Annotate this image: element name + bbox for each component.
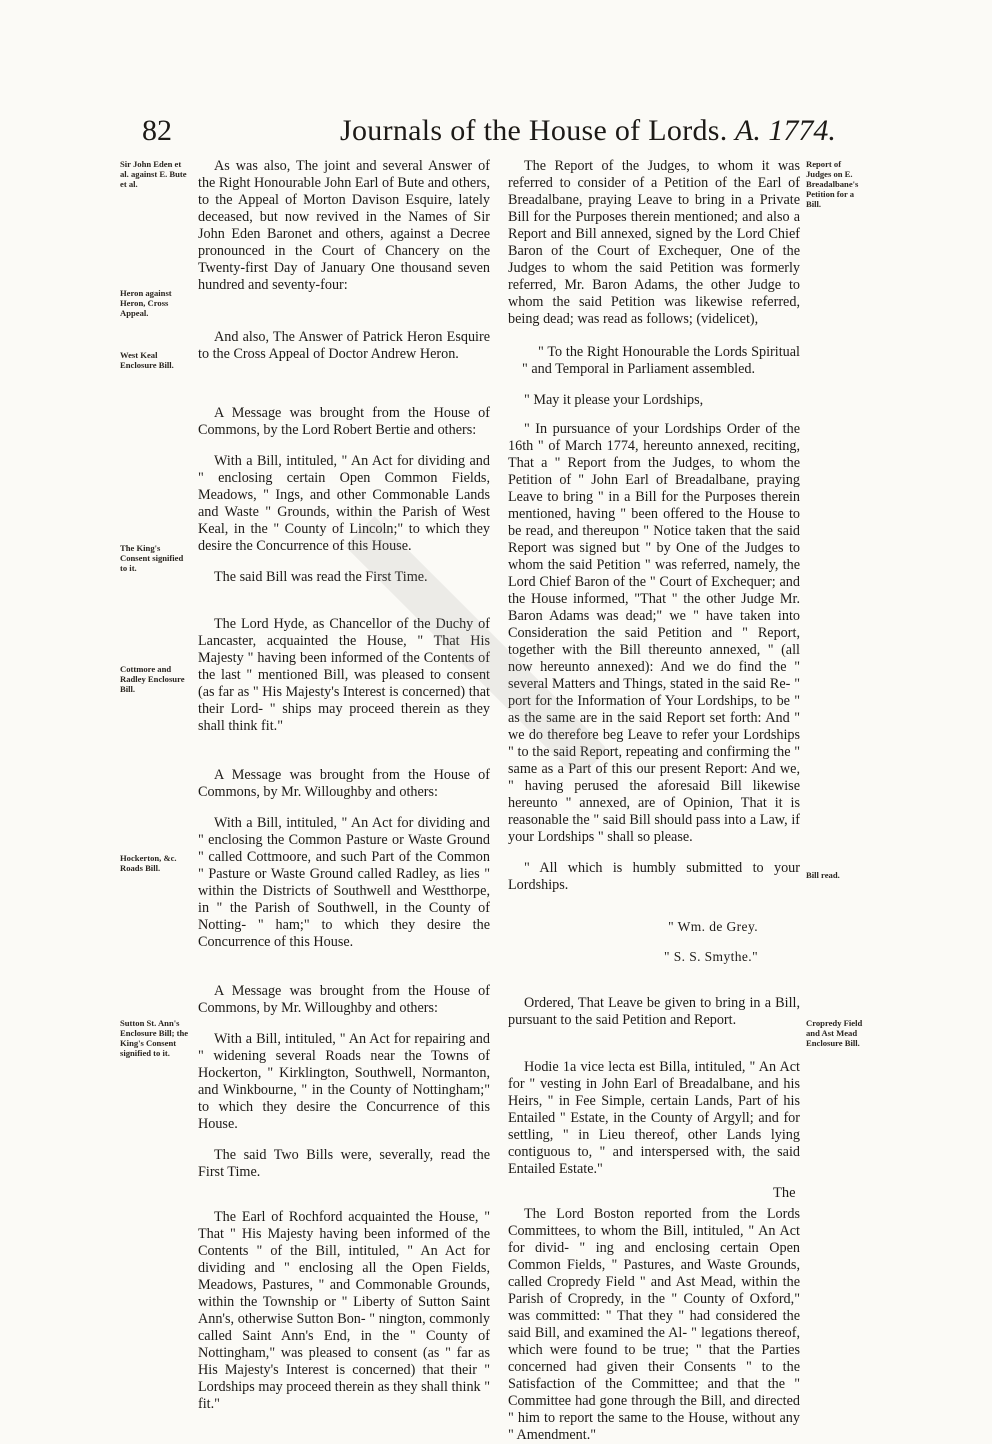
margin-note: Cropredy Field and Ast Mead Enclosure Bill. — [806, 1018, 863, 1048]
signature: " Wm. de Grey. — [668, 918, 758, 934]
paragraph: The Lord Hyde, as Chancellor of the Duchy of Lancaster, acquainted the House, " That His Majesty " having been informed of the Contents of the last " mentioned Bill, was pleased to consent (as far as " His Majesty's Interest is concerned) that their Lord- " ships may proceed therein as they shall think fit." — [198, 616, 490, 734]
paragraph: The said Bill was read the First Time. — [214, 569, 428, 585]
running-header — [0, 112, 992, 162]
margin-note: West Keal Enclosure Bill. — [120, 350, 174, 370]
signature: " S. S. Smythe." — [664, 949, 758, 964]
paragraph: As was also, The joint and several Answer of the Right Honourable John Earl of Bute and others, to the Appeal of Morton Davison Esquire, lately deceased, but now revived in the Names of Sir John Eden Baronet and others, against a Decree pronounced in the Court of Chancery on the Twenty-first Day of January One thousand seven hundred and seventy-four: — [198, 158, 490, 293]
paragraph: With a Bill, intituled, " An Act for repairing and " widening several Roads near the Towns of Hockerton, " Kirklington, Southwell, Normanton, and Winkbourne, " in the County of Nottingham;" to which they desire the Concurrence of this House. — [198, 1031, 490, 1132]
paragraph: The Report of the Judges, to whom it was referred to consider of a Petition of the Earl of Breadalbane, praying Leave to bring in a Private Bill for the Purposes therein mentioned; and also a Report and Bill annexed, signed by the Lord Chief Baron of the Court of Exchequer, One of the Judges to whom the said Petition was formerly referred, Mr. Baron Adams, the other Judge to whom the said Petition was likewise referred, being dead; was read as follows; (videlicet), — [508, 158, 800, 327]
paragraph: A Message was brought from the House of Commons, by Mr. Willoughby and others: — [198, 983, 490, 1016]
page-number: 82 — [142, 114, 172, 147]
margin-note: Sutton St. Ann's Enclosure Bill; the King's Consent signified to it. — [120, 1018, 189, 1058]
margin-note: Bill read. — [806, 870, 840, 880]
paragraph: A Message was brought from the House of Commons, by Mr. Willoughby and others: — [198, 767, 490, 800]
running-title: Journals of the House of Lords. — [340, 114, 728, 147]
running-year: A. 1774. — [735, 114, 836, 147]
margin-note: Sir John Eden et al. against E. Bute et al. — [120, 159, 187, 189]
paragraph: " To the Right Honourable the Lords Spiritual " and Temporal in Parliament assembled. — [522, 344, 800, 377]
paragraph: The Lord Boston reported from the Lords Committees, to whom the Bill, intituled, " An Act for divid- " ing and enclosing certain Open Common Fields, " Pastures, and Waste Grounds, called Cropredy Field " and Ast Mead, within the Parish of Cropredy, in the " County of Oxford," was committed: " That they " had considered the said Bill, and examined the Al- " legations thereof, which were found to be true; " that the Parties concerned had given their Consents " to the Satisfaction of the Committee; and that the " Committee had gone through the Bill, and directed " him to report the same to the House, without any " Amendment." — [508, 1205, 800, 1443]
paragraph: Ordered, That Leave be given to bring in a Bill, pursuant to the said Petition and Report. — [508, 994, 800, 1028]
paragraph: And also, The Answer of Patrick Heron Esquire to the Cross Appeal of Doctor Andrew Heron. — [198, 329, 490, 362]
right-column — [508, 158, 800, 1444]
margin-note: Hockerton, &c. Roads Bill. — [120, 853, 177, 873]
margin-note: Cottmore and Radley Enclosure Bill. — [120, 664, 185, 694]
catchword: The — [773, 1185, 796, 1201]
margin-note: The King's Consent signified to it. — [120, 543, 184, 573]
paragraph: The Earl of Rochford acquainted the House, " That " His Majesty having been informed of the Contents " of the Bill, intituled, " An Act for dividing and " enclosing all the Open Fields, Meadows, Pastures, " and Commonable Grounds, within the Township or " Liberty of Sutton Saint Ann's, otherwise Sutton Bon- " nington, commonly called Saint Ann's End, in the " County of Nottingham," was pleased to consent (as " far as His Majesty's Interest is concerned) that their " Lordships may proceed therein as they shall think " fit." — [198, 1209, 490, 1412]
paragraph: " May it please your Lordships, — [524, 392, 704, 408]
paragraph: Hodie 1a vice lecta est Billa, intituled, " An Act for " vesting in John Earl of Breadalbane, and his Heirs, " in Fee Simple, certain Lands, Part of his Entailed " Estate, in the County of Argyll; and for settling, " in Lieu thereof, other Lands lying contiguous to, " and interspersed with, the said Entailed Estate." — [508, 1058, 800, 1177]
paragraph: The said Two Bills were, severally, read the First Time. — [198, 1147, 490, 1180]
margin-note: Heron against Heron, Cross Appeal. — [120, 288, 172, 318]
paragraph: With a Bill, intituled, " An Act for dividing and " enclosing the Common Pasture or Waste Ground " called Cottmoore, and such Part of the Common " Pasture or Waste Ground called Radley, as lies " within the Districts of Southwell and Westthorpe, in " the Parish of Southwell, in the County of Notting- " ham;" to which they desire the Concurrence of this House. — [198, 815, 490, 950]
margin-note: Report of Judges on E. Breadalbane's Petition for a Bill. — [806, 159, 859, 209]
paragraph: A Message was brought from the House of Commons, by the Lord Robert Bertie and others: — [198, 405, 490, 438]
paragraph: " All which is humbly submitted to your Lordships. — [508, 860, 800, 893]
paragraph: With a Bill, intituled, " An Act for dividing and " enclosing certain Open Common Fields, Meadows, " Ings, and other Commonable Lands and Waste " Grounds, within the Parish of West Keal, in the " County of Lincoln;" to which they desire the Concurrence of this House. — [198, 453, 490, 554]
paragraph: " In pursuance of your Lordships Order of the 16th " of March 1774, hereunto annexed, reciting, That a " Report from the Judges, to whom the Petition of " John Earl of Breadalbane, praying Leave to bring " in a Bill for the Purposes therein mentioned, having " been offered to the House to be read, and thereupon " Notice taken that the said Report was signed but " by One of the Judges to whom the said Petition " was referred, namely, the Lord Chief Baron of the " Court of Exchequer; and the House informed, "That " the other Judge Mr. Baron Adams was dead;" we " have taken into Consideration the said Petition and " Report, together with the Bill thereunto annexed, " (all now hereunto annexed): And we do find the " several Matters and Things, stated in the said Re- " port for the Information of Your Lordships, to be " as the same are in the said Report set forth: And " we do therefore beg Leave to refer your Lordships " to the said Report, repeating and confirming the " same as a Part of this our present Report: And we, " having perused the aforesaid Bill likewise hereunto " annexed, are of Opinion, That it is reasonable the " said Bill should pass into a Law, if your Lordships " shall so please. — [508, 421, 800, 845]
left-column — [198, 158, 490, 1413]
